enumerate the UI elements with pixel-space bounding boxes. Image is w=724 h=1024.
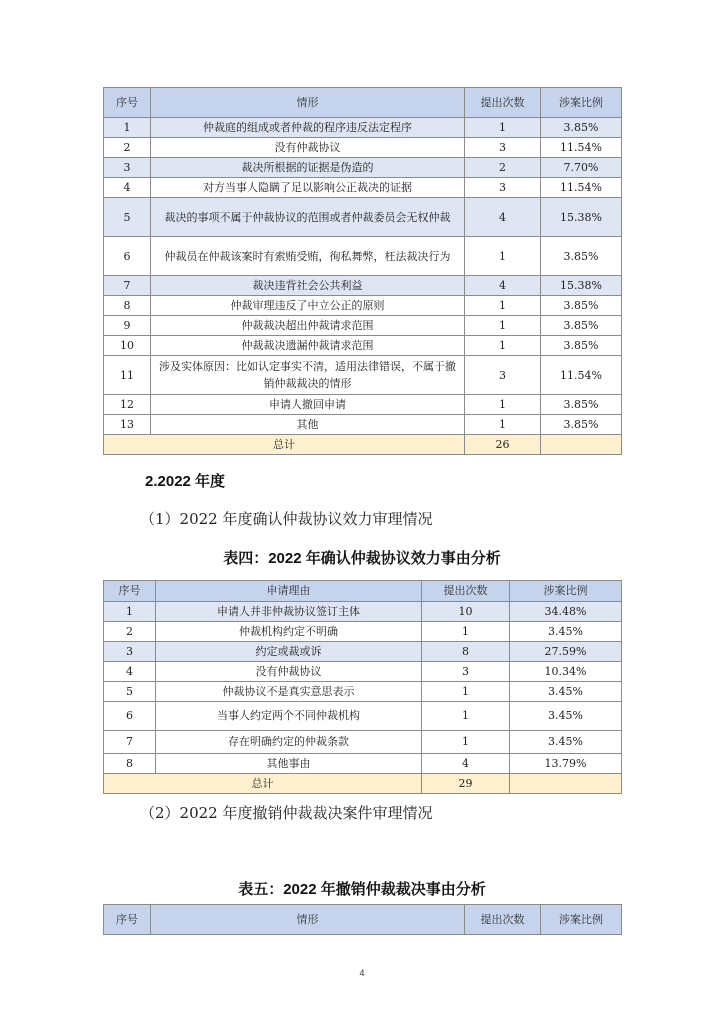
cell-count: 1 <box>422 622 510 642</box>
page-number: 4 <box>359 968 365 978</box>
header-situation: 情形 <box>151 905 465 935</box>
table-row <box>104 316 622 336</box>
cell-desc: 对方当事人隐瞒了足以影响公正裁决的证据 <box>151 178 465 198</box>
cell-no: 10 <box>104 336 151 356</box>
subsection-heading-2: （2）2022 年度撤销仲裁裁决案件审理情况 <box>140 804 433 822</box>
cell-count: 1 <box>465 237 541 276</box>
cell-count: 8 <box>422 642 510 662</box>
cell-desc: 仲裁协议不是真实意思表示 <box>156 682 422 702</box>
total-row <box>104 435 622 455</box>
cell-desc: 仲裁机构约定不明确 <box>156 622 422 642</box>
cell-desc: 涉及实体原因：比如认定事实不清，适用法律错误，不属于撤销仲裁裁决的情形 <box>151 356 465 395</box>
cell-no: 6 <box>104 237 151 276</box>
cell-desc: 仲裁庭的组成或者仲裁的程序违反法定程序 <box>151 118 465 138</box>
total-label: 总计 <box>104 435 465 455</box>
cell-ratio: 3.85% <box>541 237 622 276</box>
table-row <box>104 602 622 622</box>
cell-count: 2 <box>465 158 541 178</box>
cell-desc: 申请人并非仲裁协议签订主体 <box>156 602 422 622</box>
cell-desc: 没有仲裁协议 <box>151 138 465 158</box>
cell-ratio: 3.45% <box>510 682 622 702</box>
table-row <box>104 296 622 316</box>
cell-ratio: 10.34% <box>510 662 622 682</box>
cell-no: 3 <box>104 642 156 662</box>
cell-desc: 没有仲裁协议 <box>156 662 422 682</box>
cell-ratio: 27.59% <box>510 642 622 662</box>
cell-ratio: 13.79% <box>510 754 622 774</box>
cell-count: 3 <box>465 356 541 395</box>
cell-count: 1 <box>422 682 510 702</box>
cell-ratio: 3.45% <box>510 731 622 754</box>
cell-count: 1 <box>465 395 541 415</box>
cell-count: 1 <box>465 336 541 356</box>
table5-caption: 表五：2022 年撤销仲裁裁决事由分析 <box>238 881 486 898</box>
subsection-heading-1: （1）2022 年度确认仲裁协议效力审理情况 <box>140 510 433 528</box>
cell-count: 4 <box>465 198 541 237</box>
case-reason-table-2021 <box>103 87 622 455</box>
header-serial: 序号 <box>104 581 156 602</box>
cell-count: 1 <box>465 415 541 435</box>
cell-no: 4 <box>104 178 151 198</box>
table-row <box>104 198 622 237</box>
cell-count: 3 <box>465 138 541 158</box>
table-row <box>104 336 622 356</box>
cell-ratio: 11.54% <box>541 356 622 395</box>
cell-ratio: 3.85% <box>541 118 622 138</box>
table-row <box>104 276 622 296</box>
table-row <box>104 395 622 415</box>
total-count: 26 <box>465 435 541 455</box>
header-ratio: 涉案比例 <box>510 581 622 602</box>
header-count: 提出次数 <box>465 905 541 935</box>
table-header-row <box>104 905 622 935</box>
cell-no: 3 <box>104 158 151 178</box>
cell-ratio: 11.54% <box>541 178 622 198</box>
table-row <box>104 754 622 774</box>
header-count: 提出次数 <box>465 88 541 118</box>
confirmation-reason-table-2022 <box>103 580 622 794</box>
header-count: 提出次数 <box>422 581 510 602</box>
table-header-row <box>104 88 622 118</box>
cell-ratio: 3.85% <box>541 296 622 316</box>
cell-desc: 裁决所根据的证据是伪造的 <box>151 158 465 178</box>
table-header-row <box>104 581 622 602</box>
cell-desc: 存在明确约定的仲裁条款 <box>156 731 422 754</box>
cell-no: 6 <box>104 702 156 731</box>
total-row <box>104 774 622 794</box>
cell-no: 2 <box>104 138 151 158</box>
cell-ratio: 7.70% <box>541 158 622 178</box>
table4-caption: 表四：2022 年确认仲裁协议效力事由分析 <box>223 550 501 567</box>
cell-ratio: 3.45% <box>510 702 622 731</box>
table-row <box>104 702 622 731</box>
cell-no: 4 <box>104 662 156 682</box>
cell-count: 3 <box>422 662 510 682</box>
cell-no: 1 <box>104 602 156 622</box>
total-label: 总计 <box>104 774 422 794</box>
cell-ratio: 3.85% <box>541 395 622 415</box>
table-row <box>104 731 622 754</box>
cell-no: 12 <box>104 395 151 415</box>
cell-count: 3 <box>465 178 541 198</box>
cell-count: 10 <box>422 602 510 622</box>
table-row <box>104 622 622 642</box>
cell-ratio: 3.85% <box>541 415 622 435</box>
total-ratio <box>541 435 622 455</box>
cell-no: 7 <box>104 731 156 754</box>
header-serial: 序号 <box>104 905 151 935</box>
header-ratio: 涉案比例 <box>541 88 622 118</box>
revocation-reason-table-2022 <box>103 904 622 935</box>
cell-count: 1 <box>465 118 541 138</box>
cell-count: 4 <box>465 276 541 296</box>
cell-no: 13 <box>104 415 151 435</box>
table-row <box>104 356 622 395</box>
cell-no: 2 <box>104 622 156 642</box>
cell-desc: 约定或裁或诉 <box>156 642 422 662</box>
table-row <box>104 662 622 682</box>
cell-desc: 其他事由 <box>156 754 422 774</box>
cell-ratio: 15.38% <box>541 276 622 296</box>
cell-desc: 裁决违背社会公共利益 <box>151 276 465 296</box>
cell-no: 5 <box>104 682 156 702</box>
cell-desc: 仲裁审理违反了中立公正的原则 <box>151 296 465 316</box>
cell-desc: 其他 <box>151 415 465 435</box>
table-row <box>104 415 622 435</box>
cell-desc: 申请人撤回申请 <box>151 395 465 415</box>
cell-ratio: 3.45% <box>510 622 622 642</box>
cell-no: 8 <box>104 754 156 774</box>
cell-count: 4 <box>422 754 510 774</box>
total-ratio <box>510 774 622 794</box>
cell-ratio: 3.85% <box>541 336 622 356</box>
section-heading-2022: 2.2022 年度 <box>145 473 226 490</box>
cell-desc: 裁决的事项不属于仲裁协议的范围或者仲裁委员会无权仲裁 <box>151 198 465 237</box>
cell-no: 5 <box>104 198 151 237</box>
cell-no: 11 <box>104 356 151 395</box>
cell-ratio: 3.85% <box>541 316 622 336</box>
cell-count: 1 <box>422 702 510 731</box>
cell-ratio: 15.38% <box>541 198 622 237</box>
header-situation: 情形 <box>151 88 465 118</box>
cell-ratio: 34.48% <box>510 602 622 622</box>
cell-desc: 仲裁员在仲裁该案时有索贿受贿，徇私舞弊，枉法裁决行为 <box>151 237 465 276</box>
table-row <box>104 237 622 276</box>
cell-desc: 当事人约定两个不同仲裁机构 <box>156 702 422 731</box>
cell-no: 1 <box>104 118 151 138</box>
table-row <box>104 642 622 662</box>
table-row <box>104 178 622 198</box>
cell-no: 9 <box>104 316 151 336</box>
cell-count: 1 <box>422 731 510 754</box>
cell-count: 1 <box>465 316 541 336</box>
header-serial: 序号 <box>104 88 151 118</box>
cell-count: 1 <box>465 296 541 316</box>
cell-no: 7 <box>104 276 151 296</box>
table-row <box>104 158 622 178</box>
cell-ratio: 11.54% <box>541 138 622 158</box>
header-reason: 申请理由 <box>156 581 422 602</box>
cell-no: 8 <box>104 296 151 316</box>
table-row <box>104 138 622 158</box>
cell-desc: 仲裁裁决超出仲裁请求范围 <box>151 316 465 336</box>
header-ratio: 涉案比例 <box>541 905 622 935</box>
total-count: 29 <box>422 774 510 794</box>
table-row <box>104 118 622 138</box>
cell-desc: 仲裁裁决遗漏仲裁请求范围 <box>151 336 465 356</box>
table-row <box>104 682 622 702</box>
